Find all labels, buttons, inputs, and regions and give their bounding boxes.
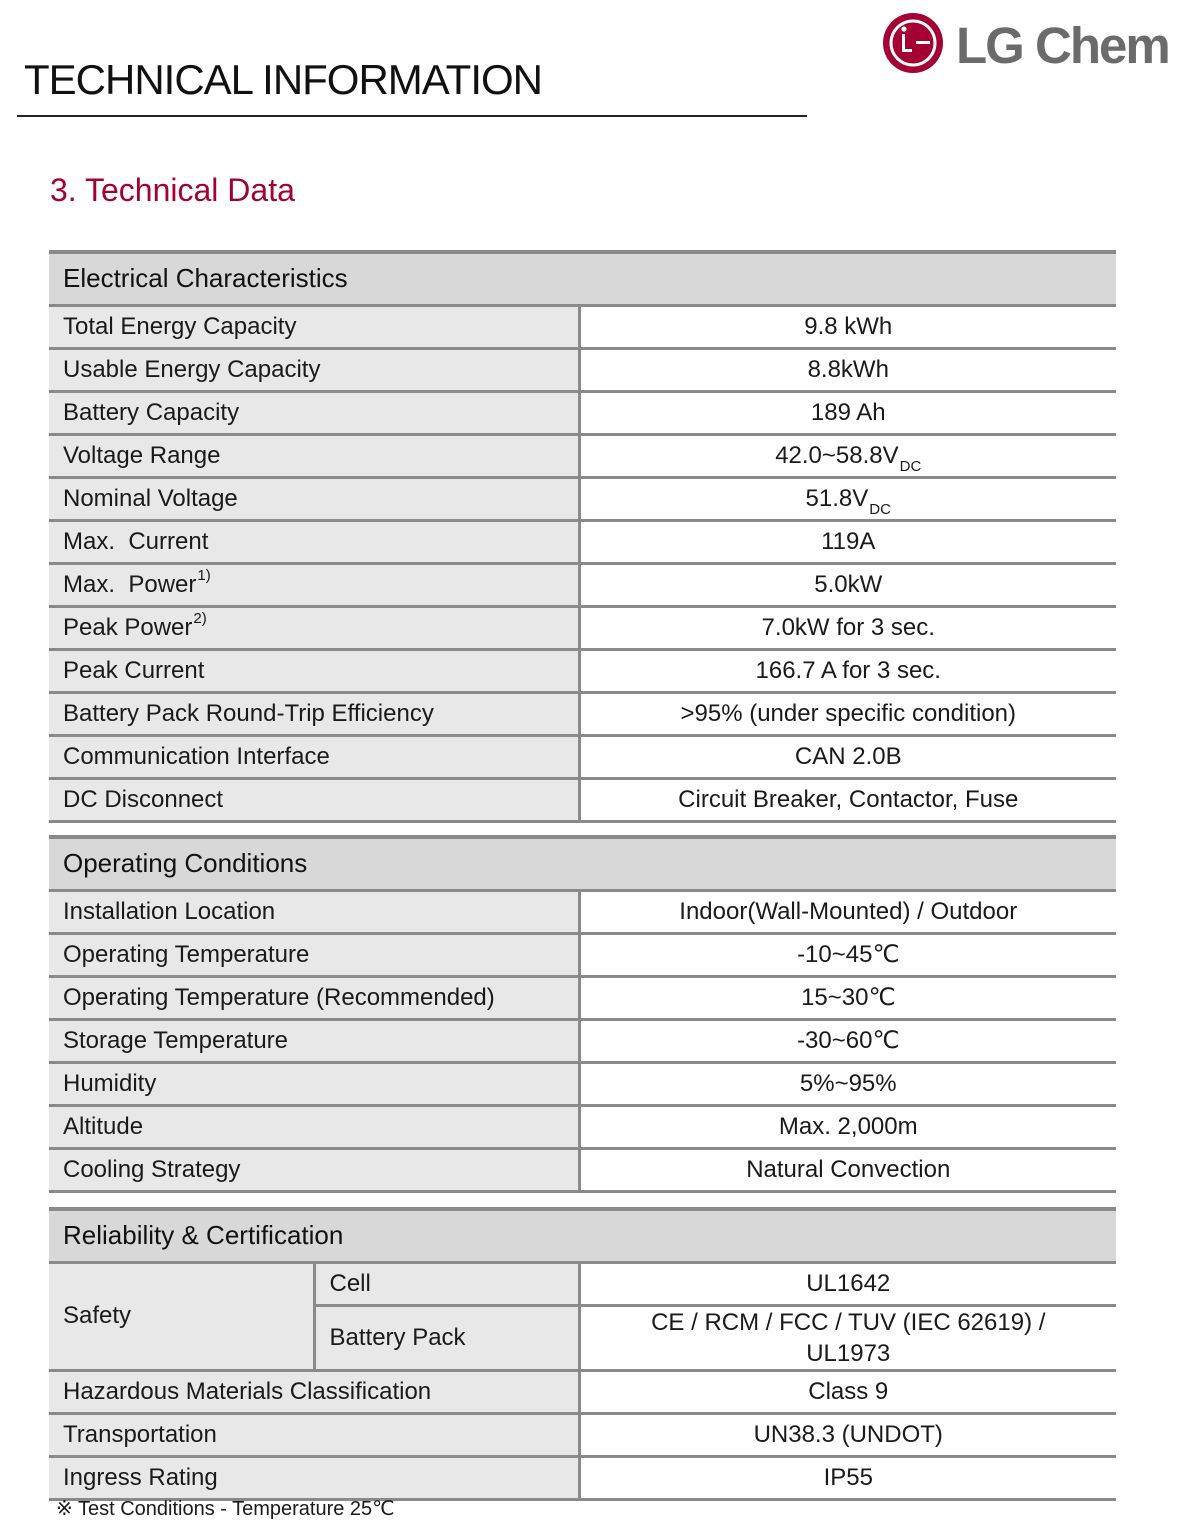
row-label: Battery Pack Round-Trip Efficiency	[49, 692, 579, 735]
table-row	[49, 649, 1116, 692]
row-label: Humidity	[49, 1062, 579, 1105]
table-header: Reliability & Certification	[49, 1209, 1116, 1262]
row-label: Operating Temperature	[49, 933, 579, 976]
table-row	[49, 348, 1116, 391]
safety-label: Safety	[49, 1262, 314, 1370]
row-value: 119A	[579, 520, 1116, 563]
reliability-certification-table	[49, 1207, 1116, 1501]
electrical-characteristics-table	[49, 250, 1116, 823]
table-row	[49, 477, 1116, 520]
table-row	[49, 563, 1116, 606]
table-row	[49, 890, 1116, 933]
row-value: 5.0kW	[579, 563, 1116, 606]
table-row	[49, 520, 1116, 563]
footnote-ref: 1)	[197, 566, 211, 584]
test-conditions-footnote: ※ Test Conditions - Temperature 25℃	[56, 1498, 395, 1520]
table-row	[49, 1456, 1116, 1499]
row-value	[579, 477, 1116, 520]
row-label: Usable Energy Capacity	[49, 348, 579, 391]
document-title: TECHNICAL INFORMATION	[24, 56, 543, 103]
row-value: 8.8kWh	[579, 348, 1116, 391]
table-row	[49, 692, 1116, 735]
row-label: Battery Capacity	[49, 391, 579, 434]
row-value: Indoor(Wall-Mounted) / Outdoor	[579, 890, 1116, 933]
row-label: Installation Location	[49, 890, 579, 933]
row-label	[49, 563, 579, 606]
table-row	[49, 1413, 1116, 1456]
row-label: Cell	[314, 1262, 579, 1305]
value-subscript: DC	[899, 457, 922, 475]
table-row	[49, 1105, 1116, 1148]
row-label: DC Disconnect	[49, 778, 579, 821]
row-value: Circuit Breaker, Contactor, Fuse	[579, 778, 1116, 821]
table-row	[49, 778, 1116, 821]
value-line: UL1973	[806, 1339, 891, 1367]
table-row	[49, 1148, 1116, 1191]
logo-wordmark: LG Chem	[956, 17, 1169, 74]
row-value: UL1642	[579, 1262, 1116, 1305]
table-row	[49, 434, 1116, 477]
row-value	[579, 1305, 1116, 1370]
table-row	[49, 391, 1116, 434]
row-value: 7.0kW for 3 sec.	[579, 606, 1116, 649]
row-label: Communication Interface	[49, 735, 579, 778]
table-row	[49, 606, 1116, 649]
table-row	[49, 1262, 1116, 1305]
row-label: Ingress Rating	[49, 1456, 579, 1499]
value-text: 51.8V	[805, 484, 869, 512]
table-header: Operating Conditions	[49, 837, 1116, 890]
row-label: Hazardous Materials Classification	[49, 1370, 579, 1413]
row-label: Transportation	[49, 1413, 579, 1456]
row-value: 15~30℃	[579, 976, 1116, 1019]
row-value: 5%~95%	[579, 1062, 1116, 1105]
label-text: Peak Power	[63, 613, 193, 641]
row-value: -30~60℃	[579, 1019, 1116, 1062]
row-value: 189 Ah	[579, 391, 1116, 434]
table-row	[49, 933, 1116, 976]
row-value: IP55	[579, 1456, 1116, 1499]
label-text: Max. Power	[63, 570, 197, 598]
row-label	[49, 606, 579, 649]
row-label: Battery Pack	[314, 1305, 579, 1370]
footnote-ref: 2)	[193, 609, 207, 627]
value-text: 42.0~58.8V	[775, 441, 899, 469]
row-value: -10~45℃	[579, 933, 1116, 976]
table-row	[49, 735, 1116, 778]
table-header: Electrical Characteristics	[49, 252, 1116, 305]
operating-conditions-table	[49, 835, 1116, 1193]
table-row	[49, 976, 1116, 1019]
row-value	[579, 434, 1116, 477]
value-subscript: DC	[869, 500, 891, 518]
row-label: Cooling Strategy	[49, 1148, 579, 1191]
row-label: Voltage Range	[49, 434, 579, 477]
row-label: Altitude	[49, 1105, 579, 1148]
row-label: Total Energy Capacity	[49, 305, 579, 348]
row-value: UN38.3 (UNDOT)	[579, 1413, 1116, 1456]
table-row	[49, 1019, 1116, 1062]
row-value: >95% (under specific condition)	[579, 692, 1116, 735]
row-label: Max. Current	[49, 520, 579, 563]
lg-face-logo-icon	[882, 12, 944, 74]
row-value: 166.7 A for 3 sec.	[579, 649, 1116, 692]
section-title: 3. Technical Data	[50, 172, 295, 208]
row-value: Max. 2,000m	[579, 1105, 1116, 1148]
row-label: Peak Current	[49, 649, 579, 692]
row-label: Nominal Voltage	[49, 477, 579, 520]
row-label: Operating Temperature (Recommended)	[49, 976, 579, 1019]
row-label: Storage Temperature	[49, 1019, 579, 1062]
value-line: CE / RCM / FCC / TUV (IEC 62619) /	[651, 1308, 1046, 1336]
row-value: Class 9	[579, 1370, 1116, 1413]
lg-chem-logo	[880, 10, 1180, 76]
table-row	[49, 1370, 1116, 1413]
table-row	[49, 1062, 1116, 1105]
row-value: CAN 2.0B	[579, 735, 1116, 778]
table-row	[49, 305, 1116, 348]
row-value: Natural Convection	[579, 1148, 1116, 1191]
row-value: 9.8 kWh	[579, 305, 1116, 348]
title-divider	[17, 115, 807, 117]
